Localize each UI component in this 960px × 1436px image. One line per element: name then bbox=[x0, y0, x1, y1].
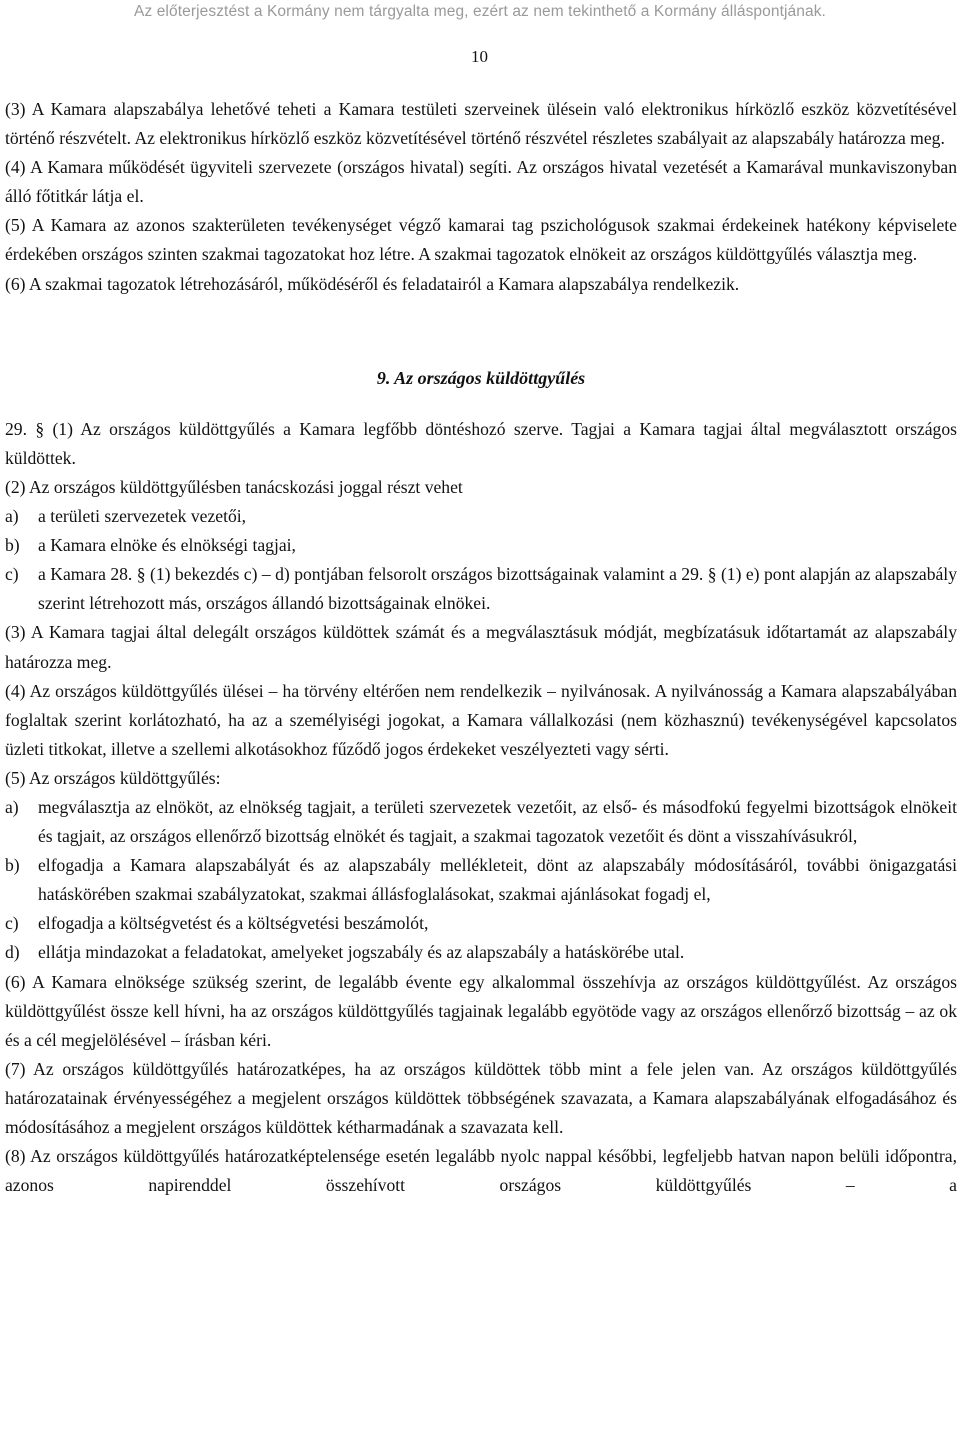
list-item-text: elfogadja a költségvetést és a költségvetési beszámolót, bbox=[38, 913, 429, 934]
list-item-letter: c) bbox=[5, 913, 19, 934]
list-item bbox=[5, 502, 957, 531]
paragraph-29-2-intro: (2) Az országos küldöttgyűlésben tanácskozási joggal részt vehet bbox=[5, 476, 463, 497]
paragraph-29-8: (8) Az országos küldöttgyűlés határozatképtelensége esetén legalább nyolc nappal későbbi, legfeljebb hatvan napon belüli időpontra, azonos napirenddel összehívott országos küldöttgyűlés – a bbox=[5, 1146, 957, 1196]
list-item-text: megválasztja az elnököt, az elnökség tagjait, a területi szervezetek vezetőit, az első- és másodfokú fegyelmi bizottságok elnökeit és tagjait, az országos ellenőrző bizottság elnökét és tagjait, a szakmai tagozatok vezetőit és dönt a visszahívásukról, bbox=[38, 796, 957, 847]
list-item-letter: b) bbox=[5, 855, 20, 876]
list-item bbox=[5, 851, 957, 909]
list-item bbox=[5, 560, 957, 618]
list-item-text: elfogadja a Kamara alapszabályát és az alapszabály mellékleteit, dönt az alapszabály módosításáról, további önigazgatási hatáskörében szakmai szabályzatokat, szakmai állásfoglalásokat, szakmai ajánlásokat fogadj el, bbox=[38, 855, 957, 905]
paragraph-29-7: (7) Az országos küldöttgyűlés határozatképes, ha az országos küldöttek több mint a fele jelen van. Az országos küldöttgyűlés határozatainak érvényességéhez a megjelent országos küldöttek többségének szavazata, a Kamara alapszabályának elfogadásához és módosításához a megjelent országos küldöttek kétharmadának a szavazata kell. bbox=[5, 1058, 957, 1137]
paragraph-29-1: 29. § (1) Az országos küldöttgyűlés a Kamara legfőbb döntéshozó szerve. Tagjai a Kamara tagjai által megválasztott országos küldöttek. bbox=[5, 418, 957, 468]
list-item-letter: b) bbox=[5, 535, 20, 556]
list-item-text: ellátja mindazokat a feladatokat, amelyeket jogszabály és az alapszabály a hatáskörébe utal. bbox=[38, 942, 685, 963]
list-item-letter: a) bbox=[5, 506, 19, 527]
list-item-text: a Kamara elnöke és elnökségi tagjai, bbox=[38, 535, 296, 556]
page-number: 10 bbox=[471, 47, 488, 66]
list-item bbox=[5, 531, 957, 560]
document-body bbox=[5, 95, 957, 1200]
paragraph-28-5: (5) A Kamara az azonos szakterületen tevékenységet végző kamarai tag pszichológusok szakmai érdekeinek hatékony képviselete érdekében országos szinten szakmai tagozatokat hoz létre. A szakmai tagozatok elnökeit az országos küldöttgyűlés választja meg. bbox=[5, 215, 957, 265]
list-item-letter: a) bbox=[5, 796, 19, 817]
paragraph-29-5-intro: (5) Az országos küldöttgyűlés: bbox=[5, 767, 221, 788]
list-item-text: a területi szervezetek vezetői, bbox=[38, 506, 247, 527]
paragraph-29-6: (6) A Kamara elnöksége szükség szerint, de legalább évente egy alkalommal összehívja az országos küldöttgyűlést. Az országos küldöttgyűlést össze kell hívni, ha az országos küldöttgyűlés tagjainak legalább egyötöde vagy az országos ellenőrző bizottság – az ok és a cél megjelölésével – írásban kéri. bbox=[5, 971, 957, 1050]
document-header-notice: Az előterjesztést a Kormány nem tárgyalta meg, ezért az nem tekinthető a Kormány álláspontjának. bbox=[134, 3, 826, 20]
paragraph-28-3: (3) A Kamara alapszabálya lehetővé teheti a Kamara testületi szerveinek ülésein való elektronikus hírközlő eszköz közvetítésével történő részvételt. Az elektronikus hírközlő eszköz közvetítésével történő részvétel részletes szabályait az alapszabály határozza meg. bbox=[5, 99, 957, 149]
list-item-text: a Kamara 28. § (1) bekezdés c) – d) pontjában felsorolt országos bizottságainak valamint a 29. § (1) e) pont alapján az alapszabály szerint létrehozott más, országos állandó bizottságainak elnökei. bbox=[38, 564, 957, 614]
list-item-letter: d) bbox=[5, 942, 20, 963]
paragraph-29-3: (3) A Kamara tagjai által delegált országos küldöttek számát és a megválasztásuk módját, megbízatásuk időtartamát az alapszabály határozza meg. bbox=[5, 622, 957, 672]
list-item bbox=[5, 793, 957, 851]
paragraph-28-4: (4) A Kamara működését ügyviteli szervezete (országos hivatal) segíti. Az országos hivatal vezetését a Kamarával munkaviszonyban álló főtitkár látja el. bbox=[5, 157, 957, 207]
list-item-letter: c) bbox=[5, 564, 19, 585]
paragraph-28-6: (6) A szakmai tagozatok létrehozásáról, működéséről és feladatairól a Kamara alapszabálya rendelkezik. bbox=[5, 273, 740, 294]
list-item bbox=[5, 909, 957, 938]
paragraph-29-4: (4) Az országos küldöttgyűlés ülései – ha törvény eltérően nem rendelkezik – nyilvánosak. A nyilvánosság a Kamara alapszabályában foglaltak szerint korlátozható, ha az a személyiségi jogokat, a Kamara vállalkozási (nem közhasznú) tevékenységével kapcsolatos üzleti titkokat, illetve a szellemi alkotásokhoz fűződő jogos érdekeket veszélyezteti vagy sérti. bbox=[5, 680, 957, 759]
list-item bbox=[5, 938, 957, 967]
section-title: 9. Az országos küldöttgyűlés bbox=[376, 367, 586, 388]
